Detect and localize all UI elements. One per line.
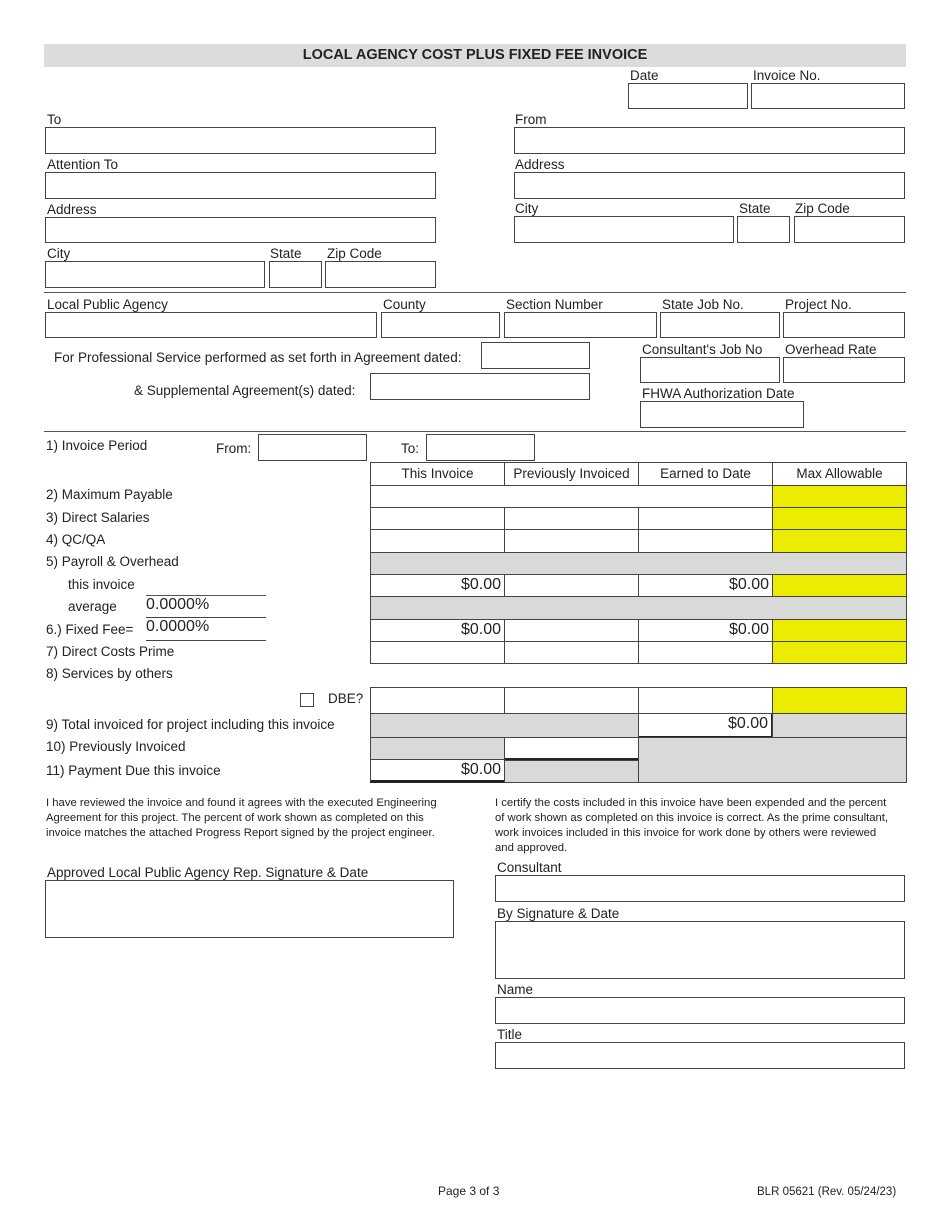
average-value: 0.0000% [146,596,266,618]
payment-due-gray [504,760,639,783]
by-signature-field[interactable] [495,921,905,979]
payroll-max[interactable] [772,574,907,597]
total-gray [370,713,639,738]
to-state-label: State [270,246,302,261]
lpa-label: Local Public Agency [47,297,168,312]
row-services-others: 8) Services by others [46,666,173,681]
payroll-earned: $0.00 [638,574,773,597]
invoice-no-field[interactable] [751,83,905,109]
supplemental-date-field[interactable] [370,373,590,400]
row-qcqa: 4) QC/QA [46,532,106,547]
row-payment-due: 11) Payment Due this invoice [46,763,221,778]
to-zip-label: Zip Code [327,246,382,261]
form-title: LOCAL AGENCY COST PLUS FIXED FEE INVOICE [44,44,906,67]
max-payable-cell[interactable] [370,485,773,508]
fhwa-label: FHWA Authorization Date [642,386,795,401]
from-address-label: Address [515,157,565,172]
dbe-label: DBE? [328,691,364,706]
to-address-field[interactable] [45,217,436,243]
date-field[interactable] [628,83,748,109]
row-previously: 10) Previously Invoiced [46,739,186,754]
lpa-field[interactable] [45,312,377,338]
consultant-job-label: Consultant's Job No [642,342,763,357]
state-job-field[interactable] [660,312,780,338]
previously-value[interactable] [504,737,639,761]
salaries-max[interactable] [772,507,907,530]
services-this[interactable] [370,687,505,714]
from-label: From [515,112,547,127]
certify-left: I have reviewed the invoice and found it agrees with the executed Engineering Agreement for this project. The percent of work shown as completed on this invoice matches the attached Progress Report signed by the project engineer. [46,797,437,839]
col-this-invoice: This Invoice [370,462,505,486]
approved-signature-field[interactable] [45,880,454,938]
divider [44,431,906,432]
to-city-field[interactable] [45,261,265,288]
col-previously-invoiced: Previously Invoiced [504,462,639,486]
row-max-payable: 2) Maximum Payable [46,487,173,502]
fhwa-date-field[interactable] [640,401,804,428]
divider [44,292,906,293]
previously-right-gray [638,737,907,783]
agreement-dated-label: For Professional Service performed as set forth in Agreement dated: [54,350,462,365]
project-no-field[interactable] [783,312,905,338]
to-address-label: Address [47,202,97,217]
title-field[interactable] [495,1042,905,1069]
payment-due-value: $0.00 [370,759,505,783]
to-zip-field[interactable] [325,261,436,288]
direct-costs-earned[interactable] [638,641,773,664]
salaries-prev[interactable] [504,507,639,530]
from-address-field[interactable] [514,172,905,199]
row-this-invoice: this invoice [68,577,135,592]
row-payroll: 5) Payroll & Overhead [46,554,179,569]
name-field[interactable] [495,997,905,1024]
qcqa-earned[interactable] [638,529,773,553]
fixed-fee-value: 0.0000% [146,618,266,641]
county-field[interactable] [381,312,500,338]
consultant-label: Consultant [497,860,562,875]
from-state-label: State [739,201,771,216]
previously-gray [370,737,505,760]
direct-costs-this[interactable] [370,641,505,664]
certify-right: I certify the costs included in this invoice have been expended and the percent of work shown as completed on this invoice is correct. As the prime consultant, work invoices included in this invoice for work done by others were reviewed and approved. [495,797,889,854]
period-from-label: From: [216,441,252,456]
max-payable-max[interactable] [772,485,907,508]
fee-earned: $0.00 [638,619,773,642]
date-label: Date [630,68,659,83]
period-to-field[interactable] [426,434,535,461]
payroll-this: $0.00 [370,574,505,597]
to-field[interactable] [45,127,436,154]
services-prev[interactable] [504,687,639,714]
attention-field[interactable] [45,172,436,199]
attention-label: Attention To [47,157,119,172]
supplemental-label: & Supplemental Agreement(s) dated: [134,383,356,398]
project-no-label: Project No. [785,297,852,312]
payroll-prev[interactable] [504,574,639,597]
row-direct-salaries: 3) Direct Salaries [46,510,150,525]
from-field[interactable] [514,127,905,154]
to-city-label: City [47,246,71,261]
average-gray-row [370,596,907,620]
services-max[interactable] [772,687,907,714]
page-number: Page 3 of 3 [438,1184,500,1198]
payroll-gray-row [370,552,907,575]
from-zip-label: Zip Code [795,201,850,216]
col-earned-to-date: Earned to Date [638,462,773,486]
approved-label: Approved Local Public Agency Rep. Signature & Date [47,865,369,880]
section-field[interactable] [504,312,657,338]
invoice-period-label: 1) Invoice Period [46,438,148,453]
salaries-this[interactable] [370,507,505,530]
state-job-label: State Job No. [662,297,744,312]
title-label: Title [497,1027,523,1042]
agreement-date-field[interactable] [481,342,590,369]
consultant-job-field[interactable] [640,357,780,383]
to-label: To [47,112,62,127]
overhead-rate-field[interactable] [783,357,905,383]
dbe-checkbox[interactable] [300,693,314,707]
from-zip-field[interactable] [794,216,905,243]
direct-costs-max[interactable] [772,641,907,664]
row-direct-costs: 7) Direct Costs Prime [46,644,175,659]
qcqa-this[interactable] [370,529,505,553]
direct-costs-prev[interactable] [504,641,639,664]
total-max-gray [772,713,907,738]
row-average: average [68,599,117,614]
period-from-field[interactable] [258,434,367,461]
invoice-no-label: Invoice No. [753,68,821,83]
from-city-field[interactable] [514,216,734,243]
row-fixed-fee: 6.) Fixed Fee= [46,622,134,637]
period-to-label: To: [401,441,420,456]
col-max-allowable: Max Allowable [772,462,907,486]
fee-this: $0.00 [370,619,505,642]
fee-prev[interactable] [504,619,639,642]
overhead-rate-label: Overhead Rate [785,342,877,357]
county-label: County [383,297,426,312]
salaries-earned[interactable] [638,507,773,530]
qcqa-prev[interactable] [504,529,639,553]
row-total: 9) Total invoiced for project including this invoice [46,717,335,732]
fee-max[interactable] [772,619,907,642]
from-state-field[interactable] [737,216,790,243]
form-number: BLR 05621 (Rev. 05/24/23) [757,1186,897,1198]
from-city-label: City [515,201,539,216]
consultant-field[interactable] [495,875,905,902]
section-label: Section Number [506,297,603,312]
to-state-field[interactable] [269,261,322,288]
services-earned[interactable] [638,687,773,714]
total-earned: $0.00 [638,713,773,738]
name-label: Name [497,982,534,997]
qcqa-max[interactable] [772,529,907,553]
by-signature-label: By Signature & Date [497,906,620,921]
